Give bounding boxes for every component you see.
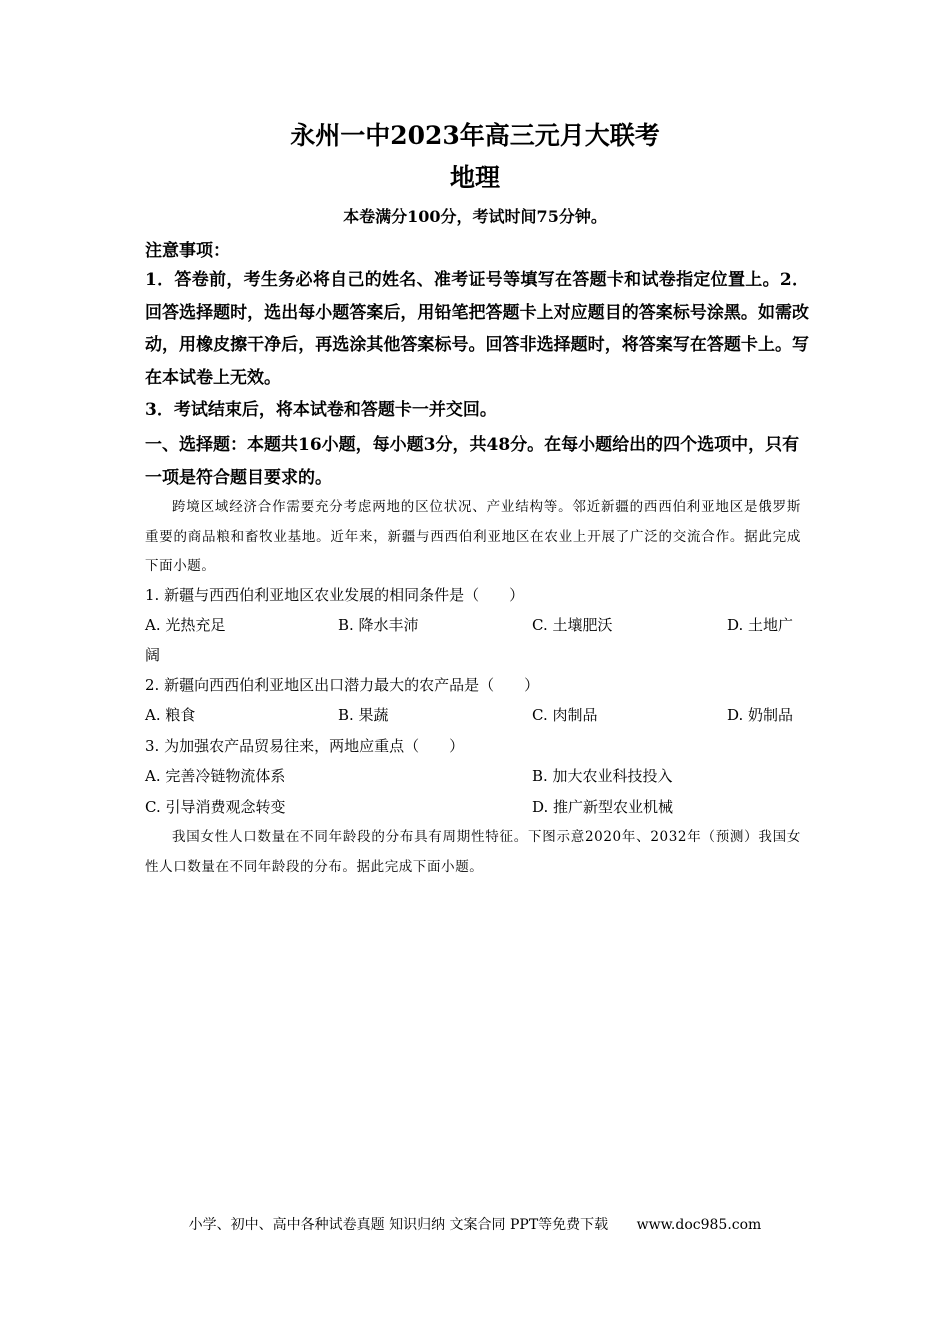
question-3-option-a: A. 完善冷链物流体系 — [145, 767, 286, 785]
passage-text: 我国女性人口数量在不同年龄段的分布具有周期性特征。下图示意2020年、2032年（预测）我国女性人口数量在不同年龄段的分布。据此完成下面小题。 — [145, 829, 801, 875]
question-2-option-b: B. 果蔬 — [338, 706, 389, 724]
footer-text: 小学、初中、高中各种试卷真题 知识归纳 文案合同 PPT等免费下载 — [188, 1217, 609, 1233]
question-1-option-d: D. 土地广 — [727, 616, 794, 634]
question-1-option-c: C. 土壤肥沃 — [532, 616, 613, 634]
question-1-option-d-wrap: 阔 — [145, 646, 161, 664]
question-2-option-d: D. 奶制品 — [727, 706, 794, 724]
question-2-option-c: C. 肉制品 — [532, 706, 598, 724]
notes-body — [145, 264, 809, 427]
notes-paragraph: 1．答卷前，考生务必将自己的姓名、准考证号等填写在答题卡和试卷指定位置上。2．回答选择题时，选出每小题答案后，用铅笔把答题卡上对应题目的答案标号涂黑。如需改动，用橡皮擦干净后，再选涂其他答案标号。回答非选择题时，将答案写在答题卡上。写在本试卷上无效。 — [145, 270, 809, 388]
notes-paragraph: 3．考试结束后，将本试卷和答题卡一并交回。 — [145, 400, 497, 420]
subject-title: 地理 — [449, 163, 500, 192]
exam-info: 本卷满分100分，考试时间75分钟。 — [343, 207, 607, 226]
passage-text: 跨境区域经济合作需要充分考虑两地的区位状况、产业结构等。邻近新疆的西西伯利亚地区是俄罗斯重要的商品粮和畜牧业基地。近年来，新疆与西西伯利亚地区在农业上开展了广泛的交流合作。据此完成下面小题。 — [145, 499, 801, 574]
question-3-stem: 3. 为加强农产品贸易往来，两地应重点（ ） — [145, 737, 465, 755]
exam-title: 永州一中2023年高三元月大联考 — [290, 121, 660, 150]
question-2-stem: 2. 新疆向西西伯利亚地区出口潜力最大的农产品是（ ） — [145, 676, 540, 694]
question-1-option-b: B. 降水丰沛 — [338, 616, 419, 634]
footer-url: www.doc985.com — [636, 1217, 762, 1233]
question-2-option-a: A. 粮食 — [145, 706, 196, 724]
question-1-option-a: A. 光热充足 — [145, 616, 226, 634]
passage-female-population — [145, 823, 801, 882]
section-heading-text: 一、选择题：本题共16小题，每小题3分，共48分。在每小题给出的四个选项中，只有一项是符合题目要求的。 — [145, 435, 800, 488]
question-3-option-c: C. 引导消费观念转变 — [145, 798, 286, 816]
notes-heading: 注意事项： — [145, 241, 230, 261]
section-heading — [145, 429, 805, 494]
question-1-stem: 1. 新疆与西西伯利亚地区农业发展的相同条件是（ ） — [145, 586, 525, 604]
passage-xinjiang — [145, 493, 801, 582]
question-3-option-d: D. 推广新型农业机械 — [532, 798, 674, 816]
page-footer — [0, 1214, 950, 1234]
question-3-option-b: B. 加大农业科技投入 — [532, 767, 673, 785]
